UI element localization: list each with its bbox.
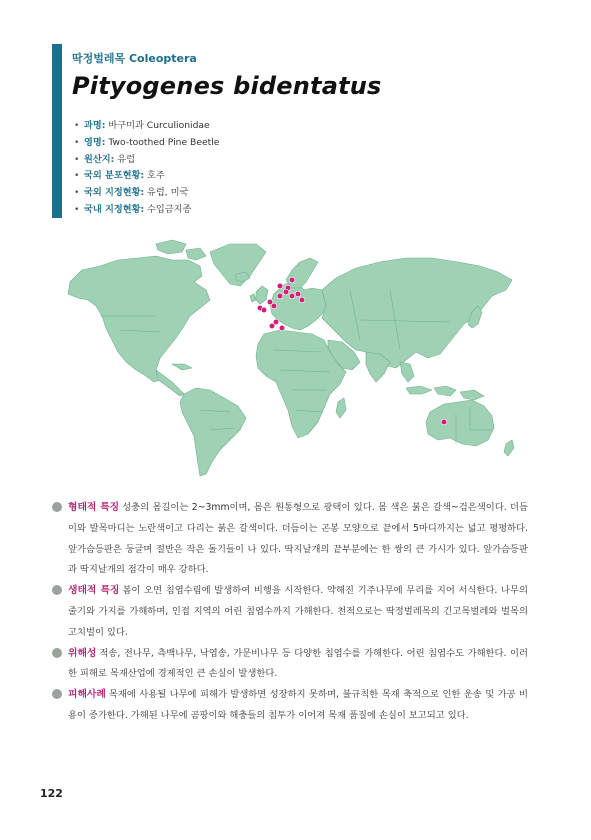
occurrence-point xyxy=(441,419,447,425)
section-ecology xyxy=(50,581,528,643)
section-morphology xyxy=(50,498,528,581)
info-list xyxy=(74,118,219,219)
species-title: Pityogenes bidentatus xyxy=(72,72,382,100)
australia-shape xyxy=(426,400,494,446)
occurrence-point xyxy=(277,293,283,299)
info-item-origin: • 원산지: 유럽 xyxy=(74,152,219,169)
section-text: 적송, 전나무, 측백나무, 낙엽송, 가문비나무 등 다양한 침엽수를 가해한다. 어린 침엽수도 가해한다. 이러한 피해로 목재산업에 경제적인 큰 손실이 발생한다. xyxy=(68,647,528,680)
indonesia-shape xyxy=(406,386,432,394)
occurrence-point xyxy=(295,291,301,297)
description-block xyxy=(50,498,528,727)
indonesia-shape xyxy=(434,386,456,396)
bullet-icon: • xyxy=(74,203,80,215)
bullet-icon: • xyxy=(74,170,80,182)
madagascar-shape xyxy=(336,398,346,418)
section-title: 피해사례 xyxy=(68,689,106,701)
section-risk xyxy=(50,644,528,686)
occurrence-point xyxy=(289,277,295,283)
header-accent-bar xyxy=(52,44,62,218)
south-america-shape xyxy=(180,388,246,476)
section-text: 성충의 몸길이는 2~3mm이며, 몸은 원통형으로 광택이 있다. 몸 색은 붉은 갈색~검은색이다. 더듬이와 발목마디는 노란색이고 다리는 붉은 갈색이다. 더듬이는 곤봉 모양으로 끝에서 5마디까지는 넓고 평평하다. 앞가슴등판은 둥글며 절반은 작은 돌기들이 나 있다. 딱지날개의 끝부분에는 한 쌍의 큰 가시가 있다. 앞가슴등판과 딱지날개의 점각이 매우 강하다. xyxy=(68,502,528,576)
section-title: 위해성 xyxy=(68,647,97,659)
bullet-icon: • xyxy=(74,120,80,131)
section-damage-cases xyxy=(50,685,528,727)
section-text: 목재에 사용될 나무에 피해가 발생하면 성장하지 못하며, 불규칙한 목재 축적으로 인한 운송 및 가공 비용이 증가한다. 가해된 나무에 곰팡이와 해충들의 침투가 이어져 목재 품질에 손실이 보고되고 있다. xyxy=(68,689,528,721)
occurrence-point xyxy=(299,297,305,303)
section-bullet-icon xyxy=(52,689,62,699)
scandinavia-shape xyxy=(286,258,318,288)
bullet-icon: • xyxy=(74,153,80,165)
southeast-asia-shape xyxy=(400,362,414,382)
bullet-icon: • xyxy=(74,187,80,199)
new-guinea-shape xyxy=(460,390,484,400)
page-number: 122 xyxy=(40,787,63,800)
section-bullet-icon xyxy=(52,648,62,658)
arctic-island-shape xyxy=(156,240,186,254)
occurrence-point xyxy=(289,293,295,299)
europe-shape xyxy=(270,282,330,330)
occurrence-point xyxy=(283,289,289,295)
section-bullet-icon xyxy=(52,585,62,595)
occurrence-point xyxy=(279,325,285,331)
arctic-island-shape xyxy=(186,248,206,260)
caribbean-shape xyxy=(172,364,192,370)
bullet-icon: • xyxy=(74,136,80,148)
world-distribution-map xyxy=(60,230,530,480)
section-title: 형태적 특징 xyxy=(68,502,120,513)
info-item-family: • 과명: 바구미과 Curculionidae xyxy=(74,118,219,135)
occurrence-point xyxy=(269,323,275,329)
north-america-shape xyxy=(68,256,210,382)
info-item-domestic-designation: • 국내 지정현황: 수입금지종 xyxy=(74,202,219,219)
section-title: 생태적 특징 xyxy=(68,585,120,597)
central-america-shape xyxy=(156,370,184,396)
section-text: 봄이 오면 침엽수림에 발생하여 비행을 시작한다. 약해진 기주나무에 무리를 지어 서식한다. 나무의 줄기와 가지를 가해하며, 인접 지역의 어린 침엽수까지 가해한다. 천적으로는 딱정벌레목의 긴고목벌레와 벌목의 고치벌이 있다. xyxy=(68,585,528,638)
info-item-english-name: • 영명: Two-toothed Pine Beetle xyxy=(74,135,219,152)
ireland-shape xyxy=(250,294,256,302)
section-bullet-icon xyxy=(52,502,62,512)
british-isles-shape xyxy=(256,286,268,304)
info-item-foreign-distribution: • 국외 분포현황: 호주 xyxy=(74,168,219,185)
occurrence-point xyxy=(271,303,277,309)
new-zealand-shape xyxy=(504,440,514,456)
info-item-foreign-designation: • 국외 지정현황: 유럽, 미국 xyxy=(74,185,219,202)
occurrence-point xyxy=(277,283,283,289)
occurrence-point xyxy=(261,307,267,313)
order-label: 딱정벌레목 Coleoptera xyxy=(72,52,197,65)
